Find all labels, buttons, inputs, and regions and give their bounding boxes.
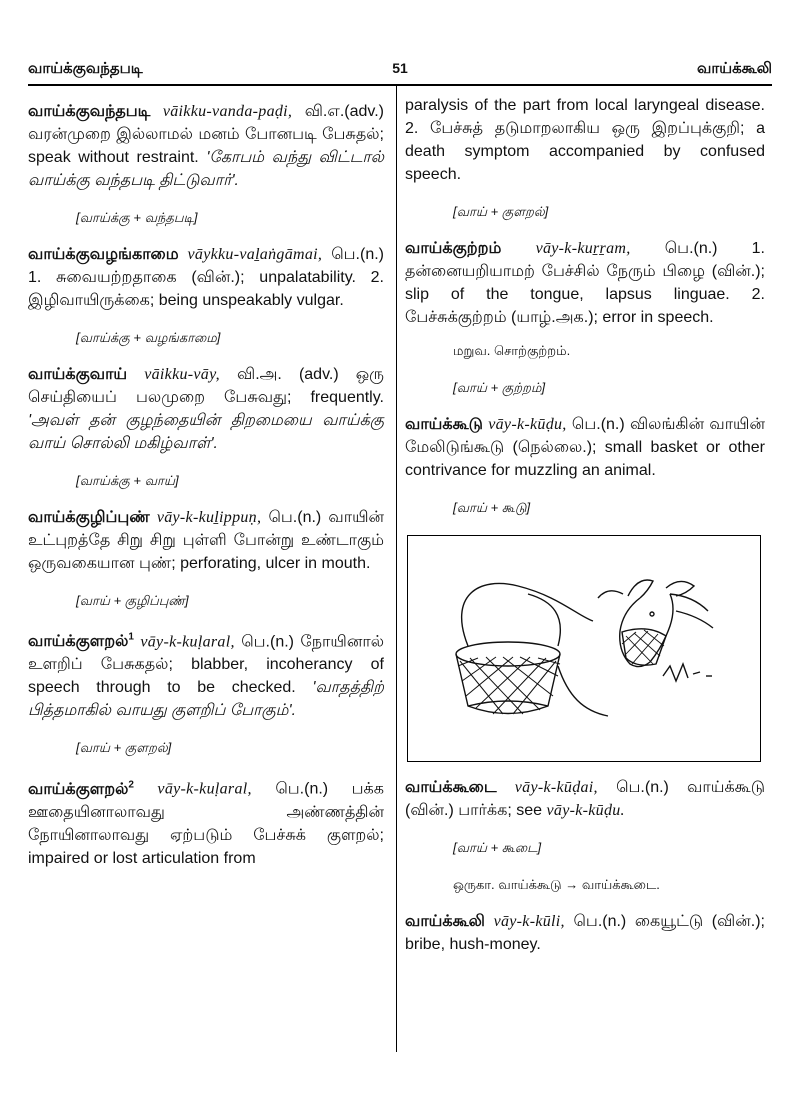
definition: பெ.(n.) வாயின் உட்புறத்தே சிறு சிறு புள்ளி போன்று உண்டாகும் ஒருவகையான புண்; perforating, ulcer in mouth. (28, 509, 384, 572)
definition: பெ.(n.) 1. சுவையற்றதாகை (வின்.); unpalatability. 2. இழிவாயிருக்கை; being unspeakably vulgar. (28, 246, 384, 309)
etymology: [வாய்க்கு + வந்தபடி] (76, 210, 198, 225)
page-header (28, 60, 772, 84)
headword: வாய்க்குற்றம் (405, 240, 502, 257)
left-column (28, 94, 384, 880)
headword: வாய்க்குளறல்$^1$ (28, 632, 134, 651)
dictionary-entry (405, 413, 765, 482)
header-left-guideword: வாய்க்குவந்தபடி (28, 60, 143, 77)
dictionary-entry (28, 626, 384, 722)
headword: வாய்க்கூடு (405, 416, 483, 433)
etymology: [வாய் + குற்றம்] (453, 380, 546, 395)
synonym-note: மறுவ. சொற்குற்றம். (453, 343, 571, 358)
cow-muzzle-drawing (408, 536, 760, 761)
etymology: [வாய் + கூடை] (453, 840, 542, 855)
dictionary-entry (28, 773, 384, 869)
transliteration: vāy-k-kuḷaral, (157, 780, 252, 798)
transliteration: vāikku-vāy, (144, 366, 220, 383)
transliteration: vāy-k-kūḍu, (488, 416, 567, 433)
definition: பெ.(n.) 1. தன்னையறியாமற் பேச்சில் நேரும் பிழை (வின்.); slip of the tongue, lapsus linguae. 2. பேச்சுக்குற்றம் (யாழ்.அக.); error in speech. (405, 240, 765, 326)
definition: பெ.(n.) விலங்கின் வாயின் மேலிடுங்கூடு (நெல்லை.); small basket or other contrivance for muzzling an animal. (405, 416, 765, 479)
headword: வாய்க்குழிப்புண் (28, 509, 150, 526)
dictionary-entry (28, 243, 384, 312)
transliteration: vāy-k-kuḷaral, (140, 633, 235, 651)
cross-reference: vāy-k-kūḍu. (546, 802, 625, 819)
usage-quote: 'வாதத்திற் பித்தமாகில் வாயது குளறிப் போகும்'. (28, 679, 384, 720)
definition: பெ.(n.) நோயினால் உளறிப் பேசுகதல்; blabber, incoherancy of speech through to be checked. (28, 633, 384, 697)
dictionary-entry (28, 506, 384, 575)
headword: வாய்க்கூடை (405, 779, 497, 796)
headword: வாய்க்குளறல்$^2$ (28, 779, 134, 798)
transliteration: vāykku-vaḻaṅgāmai, (187, 246, 323, 263)
right-column (405, 94, 765, 966)
entry-continuation: paralysis of the part from local laryngeal disease. 2. பேச்சுத் தடுமாறலாகிய ஒரு இறப்புக்குறி; a death symptom accompanied by confused speech. (405, 97, 765, 183)
etymology: [வாய் + குளறல்] (76, 740, 172, 756)
transliteration: vāikku-vanda-paḍi, (162, 103, 293, 120)
headword: வாய்க்குவழங்காமை (28, 246, 179, 263)
dictionary-entry (28, 100, 384, 192)
headword: வாய்க்குவாய் (28, 366, 128, 383)
muzzle-basket-illustration (407, 535, 761, 762)
dictionary-entry (405, 776, 765, 822)
column-divider (396, 86, 397, 1052)
etymology: [வாய் + குழிப்புண்] (76, 593, 189, 608)
usage-quote: 'கோபம் வந்து விட்டால் வாய்க்கு வந்தபடி திட்டுவார்'. (28, 149, 384, 189)
transliteration: vāy-k-kuṟṟam, (535, 240, 631, 257)
etymology: [வாய்க்கு + வாய்] (76, 473, 179, 488)
header-rule (28, 84, 772, 86)
headword: வாய்க்கூலி (405, 913, 485, 930)
dictionary-entry (28, 363, 384, 455)
usage-quote: 'அவள் தன் குழந்தையின் திறமையை வாய்க்கு வாய் சொல்லி மகிழ்வாள்'. (28, 412, 384, 452)
etymology: [வாய் + குளறல்] (453, 204, 549, 219)
definition: பெ.(n.) வாய்க்கூடு (வின்.) பார்க்க; see (405, 779, 766, 819)
etymology: [வாய்க்கு + வழங்காமை] (76, 330, 221, 345)
headword: வாய்க்குவந்தபடி (28, 103, 151, 120)
definition: வி.அ. (adv.) ஒரு செய்தியைப் பலமுறை பேசுவது; frequently. (28, 366, 384, 406)
page-number: 51 (392, 60, 408, 76)
definition: பெ.(n.) பக்க ஊதையினாலாவது அண்ணத்தின் நோயினாலாவது ஏற்படும் பேச்சுக் குளறல்; impaired or lost articulation from (28, 780, 384, 867)
transliteration: vāy-k-kūḍai, (514, 779, 598, 796)
header-right-guideword: வாய்க்கூலி (697, 60, 772, 77)
transliteration: vāy-k-kuḻippuṇ, (156, 509, 262, 526)
transliteration: vāy-k-kūli, (493, 913, 565, 930)
dictionary-entry (405, 237, 765, 329)
etymology: [வாய் + கூடு] (453, 500, 531, 515)
definition: வி.எ.(adv.) வரன்முறை இல்லாமல் மனம் போனபடி பேசுதல்; speak without restraint. (28, 103, 384, 166)
homonym-number: 1 (128, 632, 134, 643)
homonym-number: 2 (128, 779, 134, 791)
dictionary-entry (405, 910, 765, 956)
derivation-note: ஒருகா. வாய்க்கூடு → வாய்க்கூடை. (453, 877, 660, 892)
definition: பெ.(n.) கையூட்டு (வின்.); bribe, hush-money. (405, 913, 765, 953)
